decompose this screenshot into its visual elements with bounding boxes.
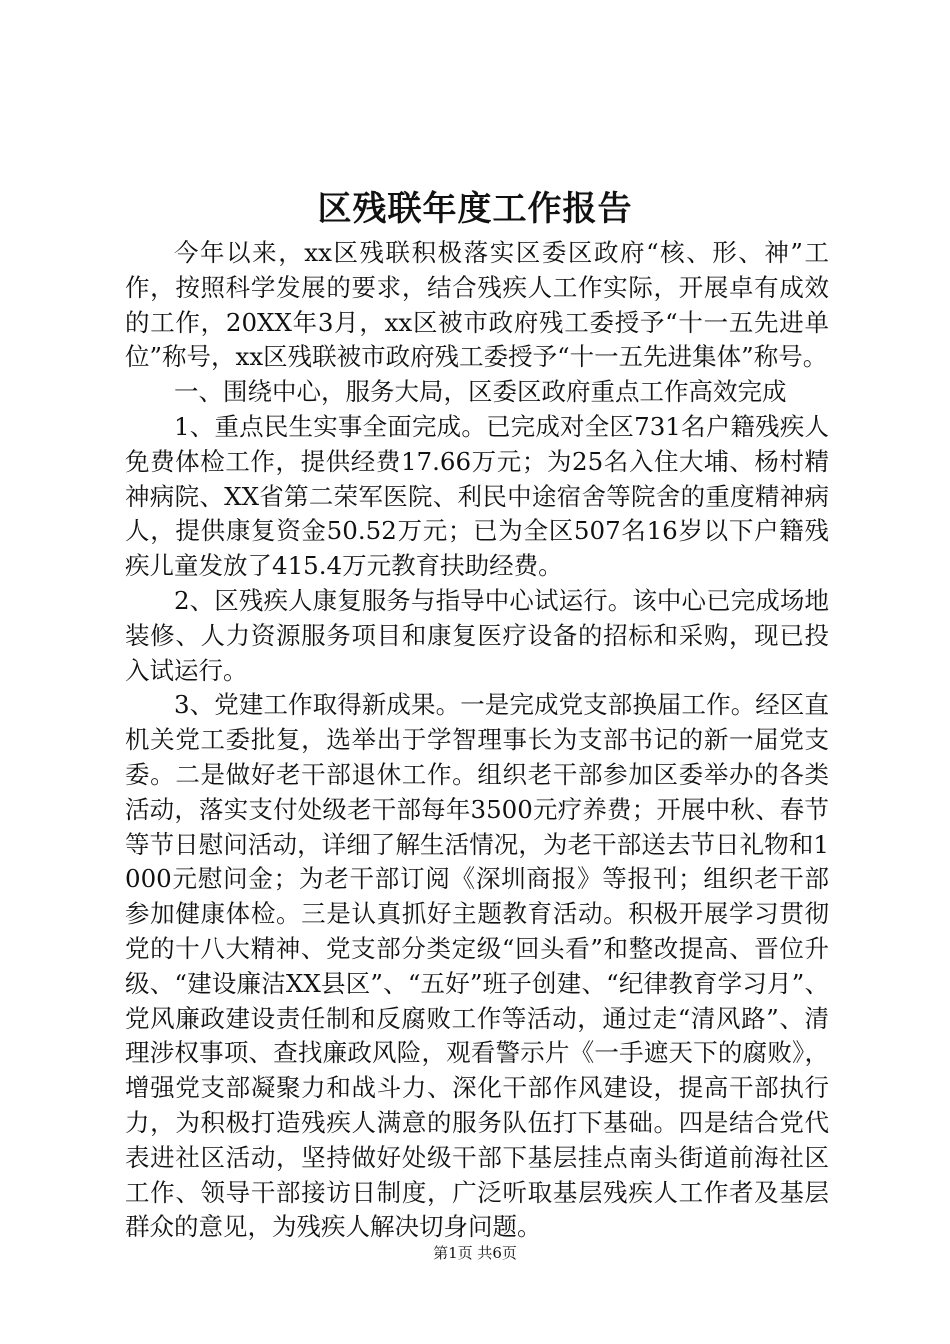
body-paragraph: 1、重点民生实事全面完成。已完成对全区731名户籍残疾人免费体检工作，提供经费17.66万元；为25名入住大埔、杨村精神病院、XX省第二荣军医院、利民中途宿舍等院舍的重度精神病人，提供康复资金50.52万元；已为全区507名16岁以下户籍残疾儿童发放了415.4万元教育扶助经费。 (125, 411, 829, 581)
body-paragraph: 3、党建工作取得新成果。一是完成党支部换届工作。经区直机关党工委批复，选举出于学智理事长为支部书记的新一届党支委。二是做好老干部退休工作。组织老干部参加区委举办的各类活动，落实支付处级老干部每年3500元疗养费；开展中秋、春节等节日慰问活动，详细了解生活情况，为老干部送去节日礼物和1000元慰问金；为老干部订阅《深圳商报》等报刊；组织老干部参加健康体检。三是认真抓好主题教育活动。积极开展学习贯彻党的十八大精神、党支部分类定级“回头看”和整改提高、晋位升级、“建设廉洁XX县区”、“五好”班子创建、“纪律教育学习月”、党风廉政建设责任制和反腐败工作等活动，通过走“清风路”、清理涉权事项、查找廉政风险，观看警示片《一手遮天下的腐败》，增强党支部凝聚力和战斗力、深化干部作风建设，提高干部执行力，为积极打造残疾人满意的服务队伍打下基础。四是结合党代表进社区活动，坚持做好处级干部下基层挂点南头街道前海社区工作、领导干部接访日制度，广泛听取基层残疾人工作者及基层群众的意见，为残疾人解决切身问题。 (125, 690, 829, 1242)
body-paragraph: 2、区残疾人康复服务与指导中心试运行。该中心已完成场地装修、人力资源服务项目和康复医疗设备的招标和采购，现已投入试运行。 (125, 585, 829, 685)
document-title: 区残联年度工作报告 (317, 189, 633, 229)
intro-paragraph: 今年以来，xx区残联积极落实区委区政府“核、形、神”工作，按照科学发展的要求，结合残疾人工作实际，开展卓有成效的工作，20XX年3月，xx区被市政府残工委授予“十一五先进单位”称号，xx区残联被市政府残工委授予“十一五先进集体”称号。 (125, 238, 829, 372)
section-heading: 一、围绕中心，服务大局，区委区政府重点工作高效完成 (174, 377, 787, 407)
document-body (125, 236, 829, 1245)
page-number-footer: 第1页 共6页 (433, 1244, 517, 1262)
